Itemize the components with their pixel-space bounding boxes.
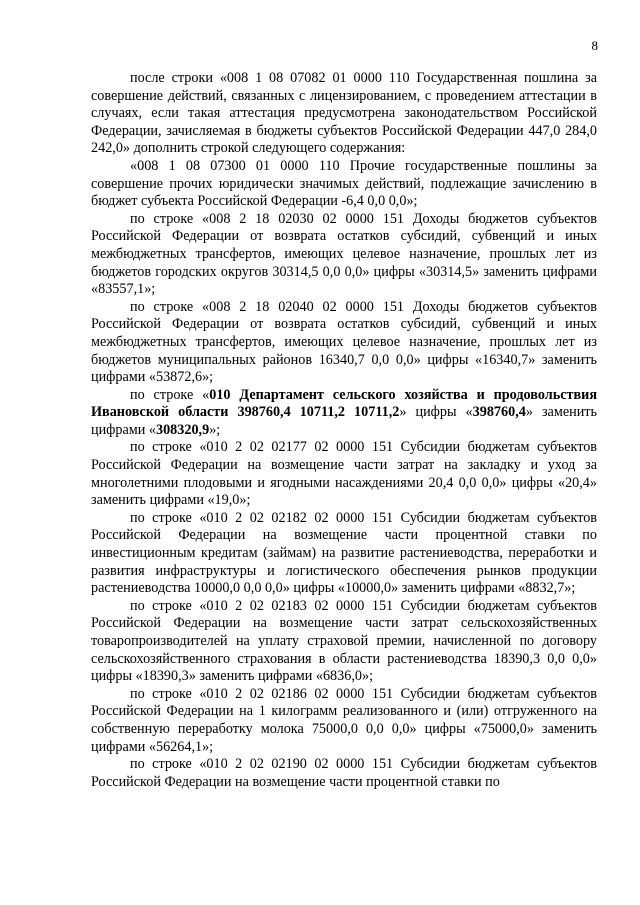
paragraph-text: »;	[209, 421, 221, 438]
bold-text: 398760,4	[472, 404, 526, 421]
paragraph-text: » заменить цифрами «	[91, 404, 597, 438]
paragraph	[91, 756, 597, 791]
page-number: 8	[591, 38, 598, 53]
paragraph	[91, 158, 597, 211]
paragraph-text: по строке «008 2 18 02030 02 0000 151 Доходы бюджетов субъектов Российской Федерации от возврата остатков субсидий, субвенций и иных межбюджетных трансфертов, имеющих целевое назначение, прошлых лет из бюджетов городских округов 30314,5 0,0 0,0» цифры «30314,5» заменить цифрами «83557,1»;	[91, 210, 597, 298]
paragraph	[91, 686, 597, 756]
paragraph-text: » цифры «	[399, 404, 473, 421]
paragraph	[91, 211, 597, 299]
bold-text: 308320,9	[155, 421, 210, 438]
paragraph	[91, 70, 597, 158]
document-body	[91, 70, 597, 791]
paragraph	[91, 299, 597, 387]
paragraph	[91, 510, 597, 598]
paragraph-text: по строке «010 2 02 02190 02 0000 151 Субсидии бюджетам субъектов Российской Федерации на возмещение части процентной ставки по	[91, 756, 597, 790]
paragraph	[91, 439, 597, 509]
paragraph	[91, 598, 597, 686]
paragraph-text: после строки «008 1 08 07082 01 0000 110 Государственная пошлина за совершение действий, связанных с лицензированием, с проведением аттестации в случаях, если такая аттестация предусмотрена законодательством Российской Федерации, зачисляемая в бюджеты субъектов Российской Федерации 447,0 284,0 242,0» дополнить строкой следующего содержания:	[91, 70, 597, 157]
paragraph-text: по строке «010 2 02 02183 02 0000 151 Субсидии бюджетам субъектов Российской Федерации на возмещение части затрат сельскохозяйственных товаропроизводителей на уплату страховой премии, начисленной по договору сельскохозяйственного страхования в области растениеводства 18390,3 0,0 0,0» цифры «18390,3» заменить цифрами «6836,0»;	[91, 597, 597, 685]
paragraph	[91, 387, 597, 440]
bold-text: 010 Департамент сельского хозяйства и продовольствия Ивановской области 398760,4 10711,2 10711,2	[91, 386, 597, 421]
paragraph-text: по строке «010 2 02 02182 02 0000 151 Субсидии бюджетам субъектов Российской Федерации на возмещение части процентной ставки по инвестиционным кредитам (займам) на развитие растениеводства, переработки и развития инфраструктуры и логистического обеспечения рынков продукции растениеводства 10000,0 0,0 0,0» цифры «10000,0» заменить цифрами «8832,7»;	[91, 509, 597, 597]
paragraph-text: по строке «010 2 02 02186 02 0000 151 Субсидии бюджетам субъектов Российской Федерации на 1 килограмм реализованного и (или) отгруженного на собственную переработку молока 75000,0 0,0 0,0» цифры «75000,0» заменить цифрами «56264,1»;	[91, 685, 597, 755]
paragraph-text: по строке «	[130, 386, 210, 403]
paragraph-text: по строке «010 2 02 02177 02 0000 151 Субсидии бюджетам субъектов Российской Федерации на возмещение части затрат на закладку и уход за многолетними плодовыми и ягодными насаждениями 20,4 0,0 0,0» цифры «20,4» заменить цифрами «19,0»;	[91, 439, 597, 509]
paragraph-text: по строке «008 2 18 02040 02 0000 151 Доходы бюджетов субъектов Российской Федерации от возврата остатков субсидий, субвенций и иных межбюджетных трансфертов, имеющих целевое назначение, прошлых лет из бюджетов муниципальных районов 16340,7 0,0 0,0» цифры «16340,7» заменить цифрами «53872,6»;	[91, 298, 597, 386]
paragraph-text: «008 1 08 07300 01 0000 110 Прочие государственные пошлины за совершение прочих юридически значимых действий, подлежащие зачислению в бюджет субъекта Российской Федерации -6,4 0,0 0,0»;	[91, 157, 597, 210]
